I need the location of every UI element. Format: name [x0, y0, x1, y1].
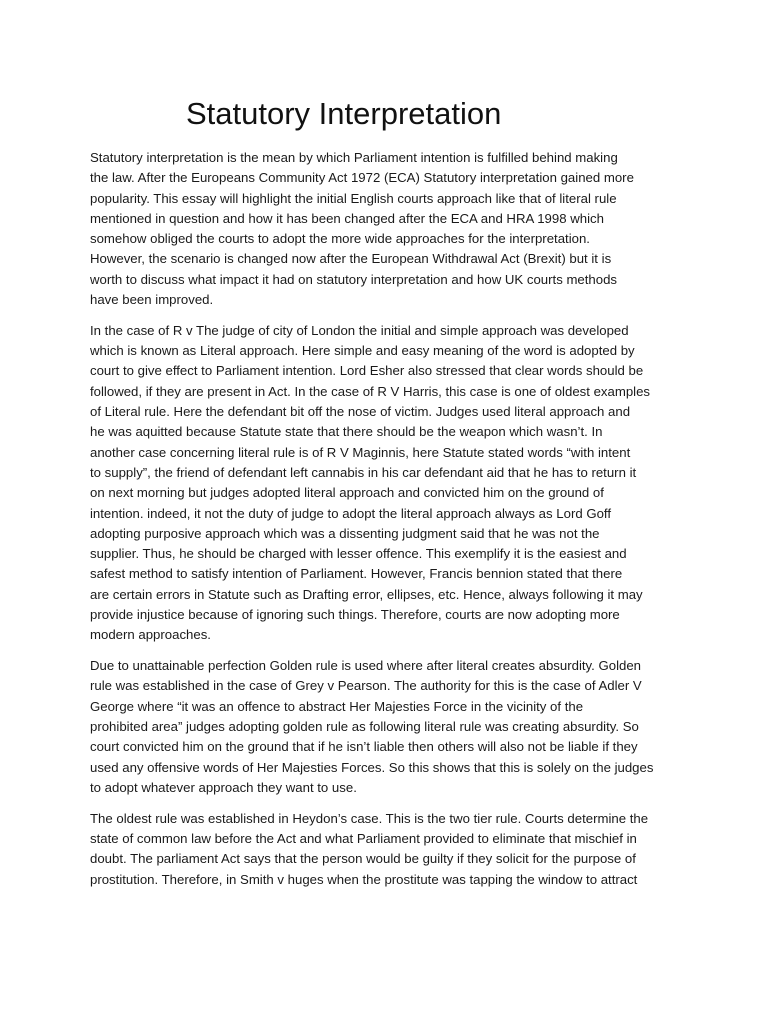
text-line: worth to discuss what impact it had on statutory interpretation and how UK courts methods [90, 271, 618, 287]
text-line: doubt. The parliament Act says that the person would be guilty if they solicit for the purpose of [90, 851, 636, 867]
text-line: George where “it was an offence to abstract Her Majesties Force in the vicinity of the [90, 698, 584, 714]
text-line: The oldest rule was established in Heydon’s case. This is the two tier rule. Courts determine the [90, 810, 649, 826]
text-line: supplier. Thus, he should be charged with lesser offence. This exemplify it is the easiest and [90, 546, 627, 562]
text-line: safest method to satisfy intention of Parliament. However, Francis bennion stated that there [90, 566, 623, 582]
text-line: modern approaches. [90, 627, 211, 643]
text-line: which is known as Literal approach. Here simple and easy meaning of the word is adopted by [90, 343, 635, 359]
text-line: of Literal rule. Here the defendant bit off the nose of victim. Judges used literal approach and [90, 404, 631, 420]
document-title: Statutory Interpretation [186, 96, 502, 131]
text-line: Statutory interpretation is the mean by which Parliament intention is fulfilled behind making [90, 150, 618, 165]
paragraph-2 [90, 321, 682, 646]
text-line: to adopt whatever approach they want to use. [90, 779, 357, 795]
text-line: followed, if they are present in Act. In the case of R V Harris, this case is one of oldest examples [90, 383, 651, 399]
text-line: have been improved. [90, 292, 214, 308]
text-line: However, the scenario is changed now after the European Withdrawal Act (Brexit) but it is [90, 251, 612, 267]
text-line: to supply”, the friend of defendant left cannabis in his car defendant aid that he has to return it [90, 464, 637, 480]
text-line: state of common law before the Act and what Parliament provided to eliminate that mischief in [90, 831, 637, 846]
text-line: another case concerning literal rule is of R V Maginnis, here Statute stated words “with intent [90, 444, 631, 460]
document-body [90, 148, 682, 900]
text-line: provide injustice because of ignoring such things. Therefore, courts are now adopting more [90, 607, 620, 623]
text-line: are certain errors in Statute such as Drafting error, ellipses, etc. Hence, always following it may [90, 586, 643, 602]
text-line: he was aquitted because Statute state that there should be the weapon which wasn’t. In [90, 424, 603, 440]
paragraph-1 [90, 148, 682, 310]
text-line: Due to unattainable perfection Golden rule is used where after literal creates absurdity. Golden [90, 658, 642, 674]
text-line: court to give effect to Parliament intention. Lord Esher also stressed that clear words should be [90, 363, 644, 379]
paragraph-4 [90, 809, 682, 890]
text-line: somehow obliged the courts to adopt the more wide approaches for the interpretation. [90, 231, 590, 247]
text-line: used any offensive words of Her Majesties Forces. So this shows that this is solely on the judges [90, 759, 654, 775]
text-line: intention. indeed, it not the duty of judge to adopt the literal approach always as Lord Goff [90, 505, 612, 521]
text-line: In the case of R v The judge of city of London the initial and simple approach was developed [90, 322, 629, 338]
text-line: adopting purposive approach which was a dissenting judgment said that he was not the [90, 525, 600, 541]
text-line: court convicted him on the ground that if he isn’t liable then others will also not be liable if they [90, 739, 638, 755]
text-line: rule was established in the case of Grey v Pearson. The authority for this is the case of Adler V [90, 678, 642, 694]
text-line: popularity. This essay will highlight the initial English courts approach like that of literal rule [90, 190, 617, 206]
text-line: the law. After the Europeans Community Act 1972 (ECA) Statutory interpretation gained more [90, 170, 634, 186]
text-line: prostitution. Therefore, in Smith v huges when the prostitute was tapping the window to attract [90, 871, 638, 887]
text-line: prohibited area” judges adopting golden rule as following literal rule was creating absurdity. So [90, 719, 639, 735]
text-line: on next morning but judges adopted literal approach and convicted him on the ground of [90, 485, 604, 501]
text-line: mentioned in question and how it has been changed after the ECA and HRA 1998 which [90, 210, 604, 226]
paragraph-3 [90, 656, 682, 798]
